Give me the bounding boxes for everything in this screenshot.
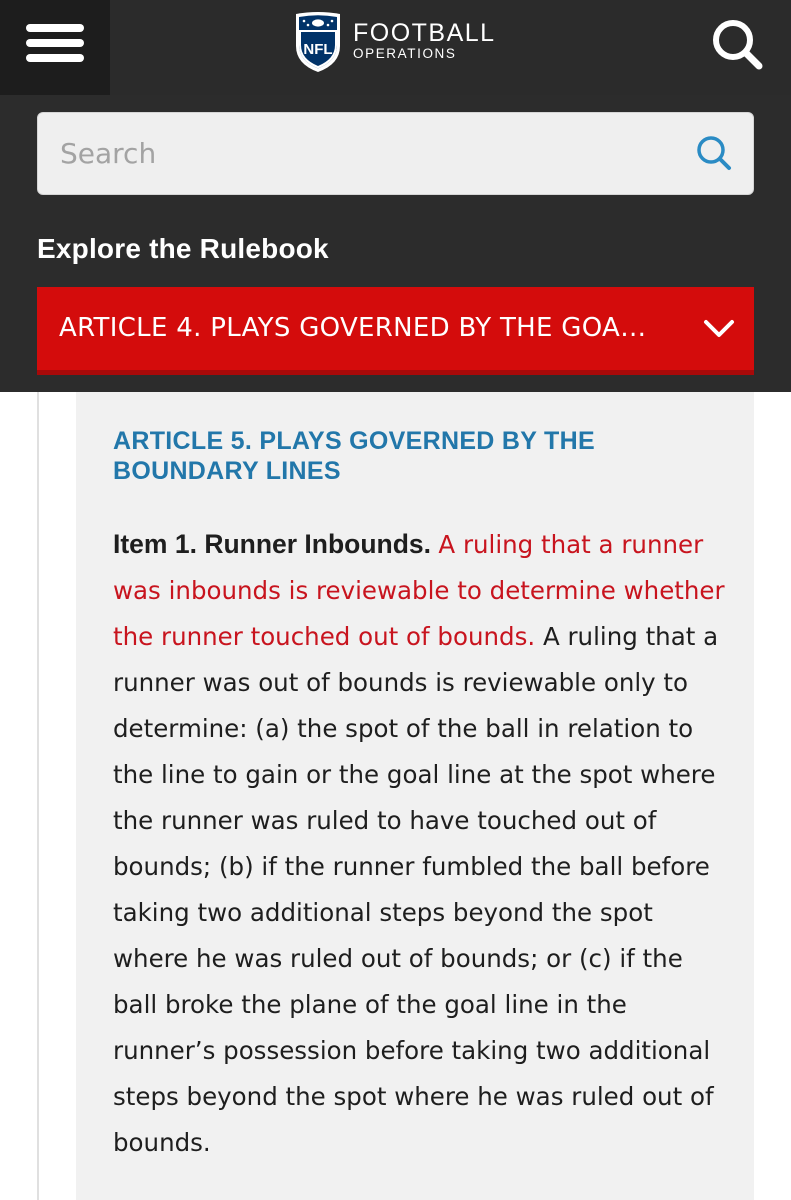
item-body-text: A ruling that a runner was out of bounds is reviewable only to determine: (a) the spot of the ball in relation to the line to gain or the goal line at the spot where the runner was ruled to have touched out of bounds; (b) if the runner fumbled the ball before taking two additional steps beyond the spot where he was ruled out of bounds; or (c) if the ball broke the plane of the goal line in the runner’s possession before taking two additional steps beyond the spot where he was ruled out of bounds. (113, 622, 719, 1157)
hamburger-menu-icon (26, 24, 84, 32)
content-divider (37, 392, 39, 1200)
search-icon (705, 14, 769, 74)
logo-line1: FOOTBALL (353, 19, 496, 47)
rulebook-search-panel (0, 95, 791, 392)
logo-line2: OPERATIONS (353, 46, 457, 61)
explore-rulebook-heading: Explore the Rulebook (37, 233, 329, 264)
highlighted-ruling-text: A ruling that a runner was inbounds is reviewable to determine whether the runner touched out of bounds. (113, 530, 725, 651)
item-title: Item 1. Runner Inbounds. (113, 529, 439, 559)
article-title: ARTICLE 5. PLAYS GOVERNED BY THE BOUNDARY LINES (113, 427, 595, 485)
search-icon[interactable] (694, 133, 734, 173)
logo-badge-text: NFL (303, 41, 333, 58)
top-nav-bar (0, 0, 791, 95)
selected-article-label: ARTICLE 4. PLAYS GOVERNED BY THE GOA… (59, 313, 647, 343)
article-content (76, 392, 754, 1200)
hamburger-menu-icon-bar (26, 54, 84, 62)
nfl-shield-icon (292, 8, 344, 74)
search-input[interactable] (60, 113, 680, 194)
hamburger-menu-icon-bar (26, 39, 84, 47)
search-box (37, 112, 754, 195)
chevron-down-icon (703, 319, 735, 339)
article-select-dropdown[interactable] (37, 287, 754, 375)
article-item-text (113, 521, 733, 1166)
menu-button[interactable] (0, 0, 110, 95)
logo-wordmark (353, 21, 496, 62)
header-search-button[interactable] (705, 14, 769, 74)
